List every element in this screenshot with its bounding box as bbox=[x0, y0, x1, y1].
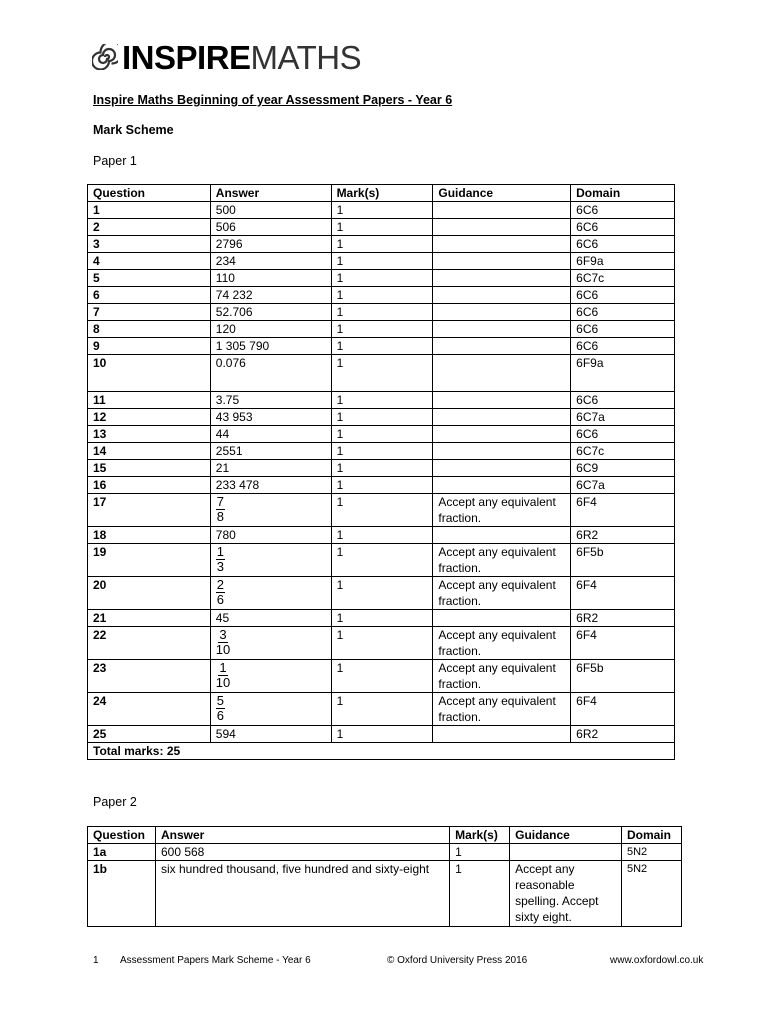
answer-cell: 233 478 bbox=[210, 477, 331, 494]
marks-cell: 1 bbox=[331, 627, 433, 660]
answer-cell bbox=[210, 577, 331, 610]
header-answer: Answer bbox=[210, 185, 331, 202]
domain-cell: 6F4 bbox=[571, 627, 675, 660]
answer-cell: 21 bbox=[210, 460, 331, 477]
guidance-cell: Accept any reasonable spelling. Accept sixty eight. bbox=[510, 861, 622, 927]
marks-cell: 1 bbox=[331, 304, 433, 321]
marks-cell: 1 bbox=[331, 236, 433, 253]
table-row bbox=[88, 443, 675, 460]
question-cell: 21 bbox=[88, 610, 211, 627]
guidance-cell bbox=[433, 202, 571, 219]
question-cell: 7 bbox=[88, 304, 211, 321]
table-row bbox=[88, 627, 675, 660]
answer-cell: 44 bbox=[210, 426, 331, 443]
guidance-cell bbox=[433, 426, 571, 443]
guidance-cell bbox=[433, 236, 571, 253]
footer-copyright: © Oxford University Press 2016 bbox=[387, 955, 528, 966]
question-cell: 9 bbox=[88, 338, 211, 355]
question-cell: 16 bbox=[88, 477, 211, 494]
marks-cell: 1 bbox=[331, 527, 433, 544]
answer-cell: 3.75 bbox=[210, 392, 331, 409]
guidance-cell bbox=[433, 304, 571, 321]
fraction bbox=[216, 628, 230, 657]
table-header-row bbox=[88, 185, 675, 202]
marks-cell: 1 bbox=[331, 443, 433, 460]
guidance-cell bbox=[433, 321, 571, 338]
marks-cell: 1 bbox=[331, 726, 433, 743]
logo-light-text: MATHS bbox=[250, 38, 362, 76]
domain-cell: 6C6 bbox=[571, 426, 675, 443]
question-cell: 15 bbox=[88, 460, 211, 477]
domain-cell: 6F9a bbox=[571, 355, 675, 392]
table-row bbox=[88, 236, 675, 253]
table-row bbox=[88, 544, 675, 577]
fraction-denominator: 6 bbox=[216, 592, 225, 607]
total-marks-cell bbox=[88, 743, 675, 760]
answer-cell: 506 bbox=[210, 219, 331, 236]
table-header-row bbox=[88, 827, 682, 844]
table-row bbox=[88, 693, 675, 726]
table-row bbox=[88, 861, 682, 927]
table-row bbox=[88, 355, 675, 392]
guidance-cell: Accept any equivalent fraction. bbox=[433, 627, 571, 660]
domain-cell: 6C6 bbox=[571, 338, 675, 355]
domain-cell: 6F5b bbox=[571, 544, 675, 577]
table-row bbox=[88, 660, 675, 693]
question-cell: 4 bbox=[88, 253, 211, 270]
domain-cell: 6C7a bbox=[571, 477, 675, 494]
question-cell: 1 bbox=[88, 202, 211, 219]
marks-cell: 1 bbox=[450, 844, 510, 861]
logo-bold-text: INSPIRE bbox=[122, 38, 251, 76]
question-cell: 18 bbox=[88, 527, 211, 544]
answer-cell bbox=[210, 660, 331, 693]
answer-cell bbox=[210, 693, 331, 726]
document-title: Inspire Maths Beginning of year Assessment Papers - Year 6 bbox=[93, 93, 453, 107]
answer-cell: 74 232 bbox=[210, 287, 331, 304]
marks-cell: 1 bbox=[331, 494, 433, 527]
total-marks-label: Total marks: bbox=[93, 744, 164, 758]
document-subtitle: Mark Scheme bbox=[93, 123, 174, 137]
header-question: Question bbox=[88, 185, 211, 202]
domain-cell: 5N2 bbox=[621, 844, 681, 861]
question-cell: 6 bbox=[88, 287, 211, 304]
answer-cell: 234 bbox=[210, 253, 331, 270]
marks-cell: 1 bbox=[331, 544, 433, 577]
table-row bbox=[88, 321, 675, 338]
guidance-cell bbox=[433, 270, 571, 287]
guidance-cell: Accept any equivalent fraction. bbox=[433, 660, 571, 693]
domain-cell: 6C9 bbox=[571, 460, 675, 477]
fraction bbox=[216, 661, 230, 690]
fraction bbox=[216, 495, 225, 524]
table-row bbox=[88, 844, 682, 861]
table-row bbox=[88, 219, 675, 236]
marks-cell: 1 bbox=[331, 219, 433, 236]
footer-page-number: 1 bbox=[93, 955, 99, 966]
guidance-cell: Accept any equivalent fraction. bbox=[433, 693, 571, 726]
table-row bbox=[88, 287, 675, 304]
marks-cell: 1 bbox=[331, 426, 433, 443]
guidance-cell: Accept any equivalent fraction. bbox=[433, 544, 571, 577]
guidance-cell bbox=[433, 477, 571, 494]
fraction-numerator: 5 bbox=[216, 693, 225, 708]
fraction-numerator: 7 bbox=[216, 494, 225, 509]
marks-cell: 1 bbox=[331, 460, 433, 477]
question-cell: 3 bbox=[88, 236, 211, 253]
guidance-cell bbox=[510, 844, 622, 861]
fraction bbox=[216, 694, 225, 723]
domain-cell: 6C7c bbox=[571, 270, 675, 287]
marks-cell: 1 bbox=[331, 477, 433, 494]
table-row bbox=[88, 527, 675, 544]
header-guidance: Guidance bbox=[510, 827, 622, 844]
header-domain: Domain bbox=[621, 827, 681, 844]
fraction-denominator: 3 bbox=[216, 559, 225, 574]
fraction-denominator: 10 bbox=[215, 642, 231, 657]
marks-cell: 1 bbox=[331, 577, 433, 610]
table-row bbox=[88, 304, 675, 321]
question-cell: 14 bbox=[88, 443, 211, 460]
answer-cell: 120 bbox=[210, 321, 331, 338]
domain-cell: 6F4 bbox=[571, 577, 675, 610]
question-cell: 5 bbox=[88, 270, 211, 287]
marks-cell: 1 bbox=[331, 287, 433, 304]
guidance-cell bbox=[433, 443, 571, 460]
domain-cell: 6R2 bbox=[571, 610, 675, 627]
table-row bbox=[88, 409, 675, 426]
table-row bbox=[88, 477, 675, 494]
footer-document-name: Assessment Papers Mark Scheme - Year 6 bbox=[120, 955, 311, 966]
table-row bbox=[88, 426, 675, 443]
domain-cell: 6C6 bbox=[571, 392, 675, 409]
table-row bbox=[88, 202, 675, 219]
guidance-cell bbox=[433, 287, 571, 304]
question-cell: 17 bbox=[88, 494, 211, 527]
guidance-cell bbox=[433, 460, 571, 477]
answer-cell: 594 bbox=[210, 726, 331, 743]
question-cell: 8 bbox=[88, 321, 211, 338]
footer-url: www.oxfordowl.co.uk bbox=[610, 955, 704, 966]
marks-cell: 1 bbox=[331, 270, 433, 287]
answer-cell: six hundred thousand, five hundred and sixty-eight bbox=[155, 861, 449, 927]
fraction-numerator: 2 bbox=[216, 577, 225, 592]
header-question: Question bbox=[88, 827, 156, 844]
guidance-cell bbox=[433, 527, 571, 544]
marks-cell: 1 bbox=[331, 409, 433, 426]
domain-cell: 6C7a bbox=[571, 409, 675, 426]
question-cell: 22 bbox=[88, 627, 211, 660]
header-answer: Answer bbox=[155, 827, 449, 844]
answer-cell bbox=[210, 494, 331, 527]
table-row bbox=[88, 253, 675, 270]
total-marks-row bbox=[88, 743, 675, 760]
paper1-label: Paper 1 bbox=[93, 154, 137, 168]
table-row bbox=[88, 494, 675, 527]
answer-cell: 600 568 bbox=[155, 844, 449, 861]
domain-cell: 6C6 bbox=[571, 304, 675, 321]
header-guidance: Guidance bbox=[433, 185, 571, 202]
guidance-cell bbox=[433, 355, 571, 392]
marks-cell: 1 bbox=[331, 693, 433, 726]
table-row bbox=[88, 726, 675, 743]
domain-cell: 6F5b bbox=[571, 660, 675, 693]
marks-cell: 1 bbox=[331, 355, 433, 392]
question-cell: 11 bbox=[88, 392, 211, 409]
question-cell: 20 bbox=[88, 577, 211, 610]
marks-cell: 1 bbox=[331, 253, 433, 270]
domain-cell: 6C6 bbox=[571, 202, 675, 219]
fraction bbox=[216, 545, 225, 574]
guidance-cell bbox=[433, 253, 571, 270]
question-cell: 23 bbox=[88, 660, 211, 693]
table-row bbox=[88, 392, 675, 409]
marks-cell: 1 bbox=[331, 392, 433, 409]
domain-cell: 6F9a bbox=[571, 253, 675, 270]
total-marks-value: 25 bbox=[166, 744, 181, 758]
answer-cell: 500 bbox=[210, 202, 331, 219]
fraction-denominator: 10 bbox=[215, 675, 231, 690]
question-cell: 19 bbox=[88, 544, 211, 577]
marks-cell: 1 bbox=[450, 861, 510, 927]
table-row bbox=[88, 270, 675, 287]
domain-cell: 6F4 bbox=[571, 494, 675, 527]
guidance-cell: Accept any equivalent fraction. bbox=[433, 577, 571, 610]
table-row bbox=[88, 460, 675, 477]
paper1-table bbox=[87, 184, 675, 760]
inspire-maths-logo bbox=[92, 40, 361, 74]
answer-cell bbox=[210, 544, 331, 577]
marks-cell: 1 bbox=[331, 610, 433, 627]
question-cell: 1b bbox=[88, 861, 156, 927]
domain-cell: 6R2 bbox=[571, 527, 675, 544]
question-cell: 24 bbox=[88, 693, 211, 726]
answer-cell bbox=[210, 627, 331, 660]
fraction bbox=[216, 578, 225, 607]
answer-cell: 1 305 790 bbox=[210, 338, 331, 355]
fraction-numerator: 3 bbox=[219, 627, 227, 642]
domain-cell: 6C6 bbox=[571, 236, 675, 253]
answer-cell: 2551 bbox=[210, 443, 331, 460]
guidance-cell bbox=[433, 219, 571, 236]
header-domain: Domain bbox=[571, 185, 675, 202]
marks-cell: 1 bbox=[331, 338, 433, 355]
question-cell: 12 bbox=[88, 409, 211, 426]
table-row bbox=[88, 338, 675, 355]
answer-cell: 52.706 bbox=[210, 304, 331, 321]
marks-cell: 1 bbox=[331, 660, 433, 693]
question-cell: 25 bbox=[88, 726, 211, 743]
answer-cell: 43 953 bbox=[210, 409, 331, 426]
header-marks: Mark(s) bbox=[450, 827, 510, 844]
fraction-numerator: 1 bbox=[216, 544, 225, 559]
marks-cell: 1 bbox=[331, 321, 433, 338]
answer-cell: 780 bbox=[210, 527, 331, 544]
question-cell: 1a bbox=[88, 844, 156, 861]
domain-cell: 6R2 bbox=[571, 726, 675, 743]
answer-cell: 110 bbox=[210, 270, 331, 287]
answer-cell: 45 bbox=[210, 610, 331, 627]
answer-cell: 0.076 bbox=[210, 355, 331, 392]
guidance-cell bbox=[433, 610, 571, 627]
table-row bbox=[88, 577, 675, 610]
domain-cell: 6C6 bbox=[571, 219, 675, 236]
domain-cell: 6C6 bbox=[571, 287, 675, 304]
question-cell: 2 bbox=[88, 219, 211, 236]
guidance-cell bbox=[433, 338, 571, 355]
guidance-cell bbox=[433, 409, 571, 426]
domain-cell: 5N2 bbox=[621, 861, 681, 927]
fraction-denominator: 6 bbox=[216, 708, 225, 723]
spiral-icon bbox=[92, 44, 118, 70]
marks-cell: 1 bbox=[331, 202, 433, 219]
answer-cell: 2796 bbox=[210, 236, 331, 253]
domain-cell: 6C7c bbox=[571, 443, 675, 460]
guidance-cell bbox=[433, 392, 571, 409]
guidance-cell bbox=[433, 726, 571, 743]
guidance-cell: Accept any equivalent fraction. bbox=[433, 494, 571, 527]
fraction-denominator: 8 bbox=[216, 509, 225, 524]
question-cell: 10 bbox=[88, 355, 211, 392]
domain-cell: 6F4 bbox=[571, 693, 675, 726]
paper2-table bbox=[87, 826, 682, 927]
question-cell: 13 bbox=[88, 426, 211, 443]
paper2-label: Paper 2 bbox=[93, 795, 137, 809]
fraction-numerator: 1 bbox=[219, 660, 227, 675]
domain-cell: 6C6 bbox=[571, 321, 675, 338]
header-marks: Mark(s) bbox=[331, 185, 433, 202]
table-row bbox=[88, 610, 675, 627]
